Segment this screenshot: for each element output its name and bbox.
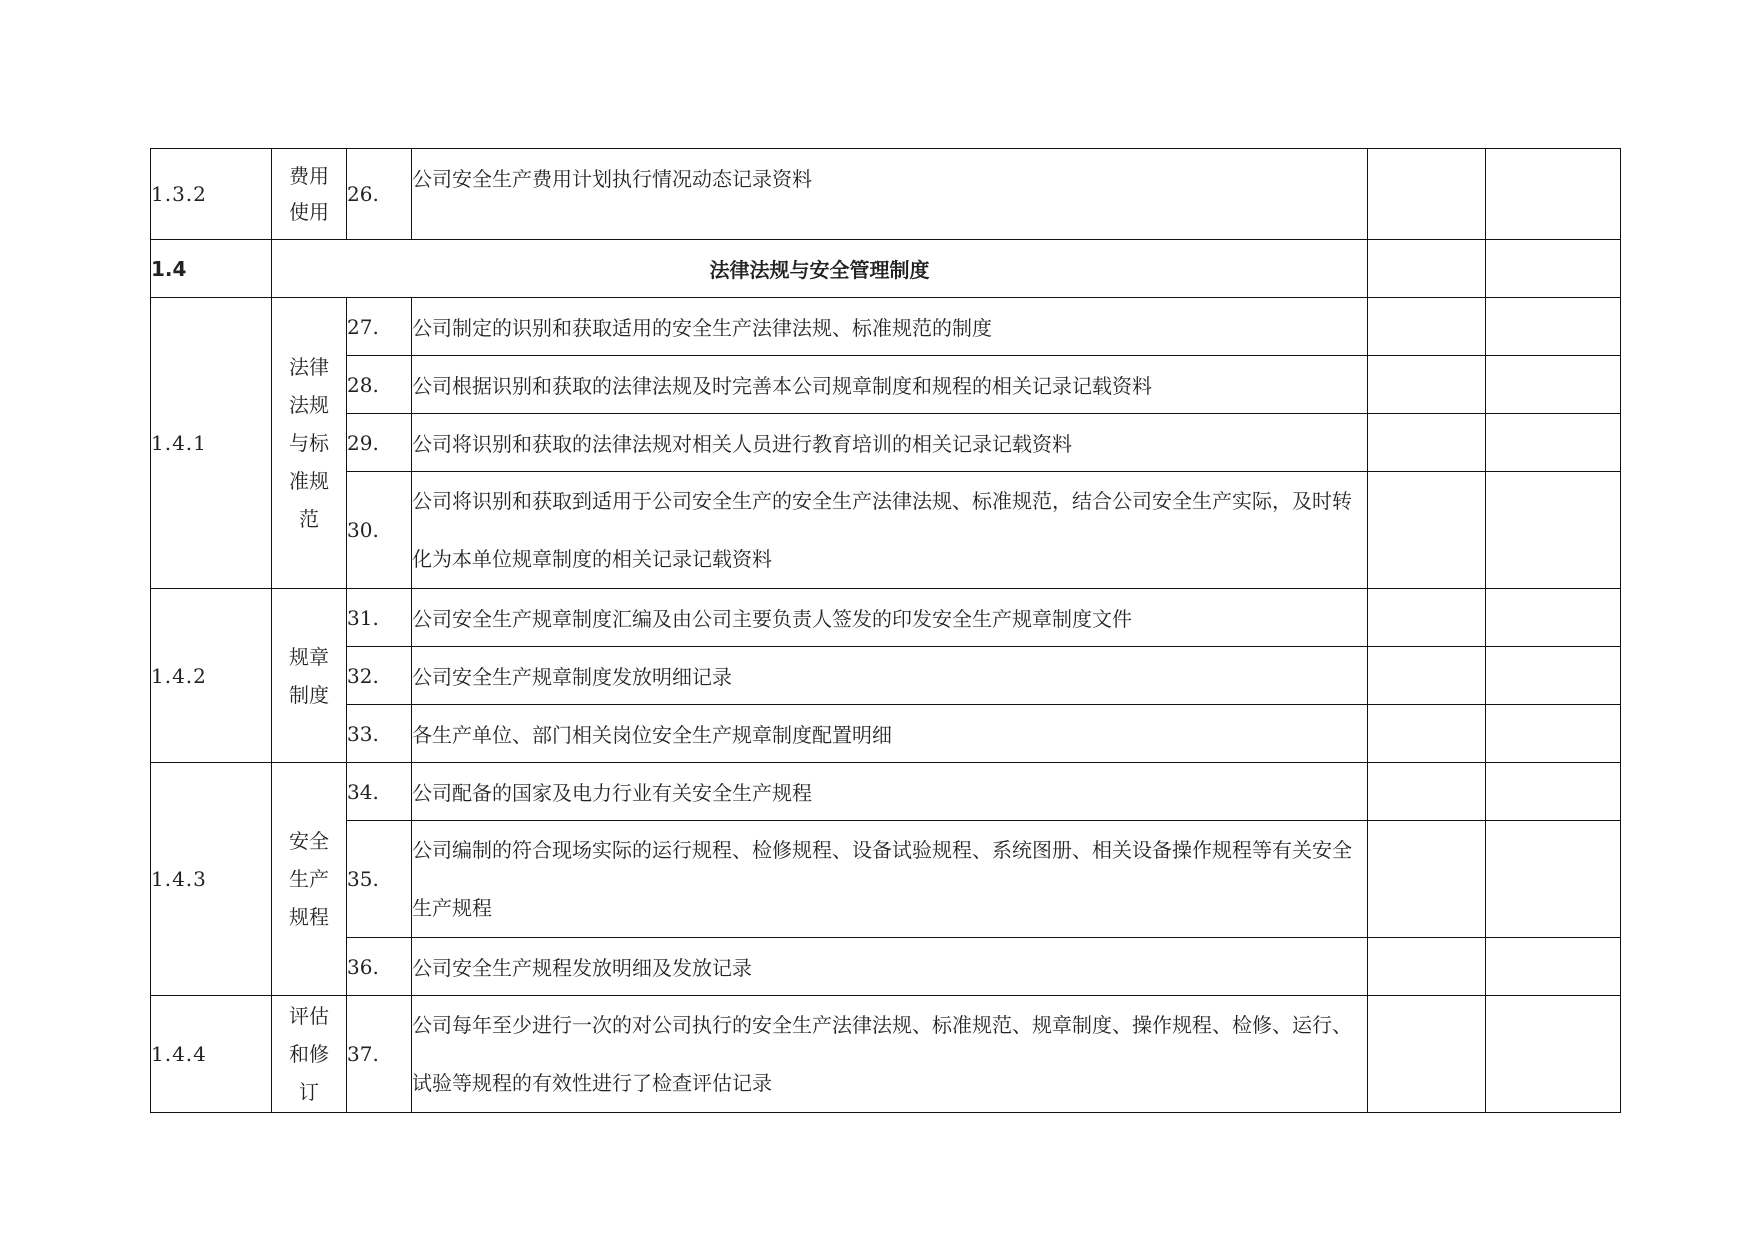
table-row [151,589,1621,647]
item-number: 27. [347,298,412,356]
item-number: 31. [347,589,412,647]
item-code: 1.4.1 [151,298,272,589]
empty-cell [1486,821,1621,938]
empty-cell [1368,647,1486,705]
item-code: 1.4.4 [151,996,272,1113]
table-row [151,472,1621,589]
item-number: 37. [347,996,412,1113]
empty-cell [1368,240,1486,298]
item-number: 32. [347,647,412,705]
item-description: 公司将识别和获取的法律法规对相关人员进行教育培训的相关记录记载资料 [412,414,1368,472]
item-description: 公司将识别和获取到适用于公司安全生产的安全生产法律法规、标准规范，结合公司安全生产实际，及时转化为本单位规章制度的相关记录记载资料 [412,472,1368,589]
table-row [151,414,1621,472]
item-number: 34. [347,763,412,821]
item-description: 公司安全生产规章制度汇编及由公司主要负责人签发的印发安全生产规章制度文件 [412,589,1368,647]
item-description: 公司安全生产规章制度发放明细记录 [412,647,1368,705]
empty-cell [1368,298,1486,356]
item-number: 26. [347,149,412,240]
empty-cell [1368,414,1486,472]
empty-cell [1486,996,1621,1113]
empty-cell [1368,996,1486,1113]
item-number: 28. [347,356,412,414]
item-name: 费用使用 [272,149,347,240]
empty-cell [1486,589,1621,647]
item-number: 29. [347,414,412,472]
empty-cell [1368,472,1486,589]
item-description: 公司配备的国家及电力行业有关安全生产规程 [412,763,1368,821]
empty-cell [1486,647,1621,705]
table-row [151,149,1621,240]
empty-cell [1486,938,1621,996]
empty-cell [1486,298,1621,356]
item-name: 评估和修订 [272,996,347,1113]
table-row [151,938,1621,996]
empty-cell [1368,149,1486,240]
item-description: 公司根据识别和获取的法律法规及时完善本公司规章制度和规程的相关记录记载资料 [412,356,1368,414]
item-description: 公司编制的符合现场实际的运行规程、检修规程、设备试验规程、系统图册、相关设备操作规程等有关安全生产规程 [412,821,1368,938]
empty-cell [1486,763,1621,821]
item-name: 规章制度 [272,589,347,763]
empty-cell [1368,821,1486,938]
item-description: 公司安全生产费用计划执行情况动态记录资料 [412,149,1368,240]
item-number: 30. [347,472,412,589]
item-number: 33. [347,705,412,763]
empty-cell [1368,763,1486,821]
item-code: 1.4.2 [151,589,272,763]
empty-cell [1486,414,1621,472]
item-code: 1.3.2 [151,149,272,240]
item-name: 法律法规与标准规范 [272,298,347,589]
table-row [151,356,1621,414]
empty-cell [1486,472,1621,589]
section-code: 1.4 [151,240,272,298]
item-description: 公司每年至少进行一次的对公司执行的安全生产法律法规、标准规范、规章制度、操作规程、检修、运行、试验等规程的有效性进行了检查评估记录 [412,996,1368,1113]
item-description: 各生产单位、部门相关岗位安全生产规章制度配置明细 [412,705,1368,763]
empty-cell [1486,705,1621,763]
table-row [151,996,1621,1113]
empty-cell [1368,705,1486,763]
item-description: 公司安全生产规程发放明细及发放记录 [412,938,1368,996]
section-title: 法律法规与安全管理制度 [272,240,1368,298]
table-row [151,821,1621,938]
empty-cell [1368,589,1486,647]
table-row [151,298,1621,356]
item-description: 公司制定的识别和获取适用的安全生产法律法规、标准规范的制度 [412,298,1368,356]
empty-cell [1368,938,1486,996]
table-row [151,647,1621,705]
table-row [151,705,1621,763]
item-number: 36. [347,938,412,996]
empty-cell [1368,356,1486,414]
empty-cell [1486,149,1621,240]
item-number: 35. [347,821,412,938]
empty-cell [1486,240,1621,298]
item-code: 1.4.3 [151,763,272,996]
item-name: 安全生产规程 [272,763,347,996]
table-row [151,763,1621,821]
section-row [151,240,1621,298]
empty-cell [1486,356,1621,414]
checklist-table [150,148,1621,1113]
